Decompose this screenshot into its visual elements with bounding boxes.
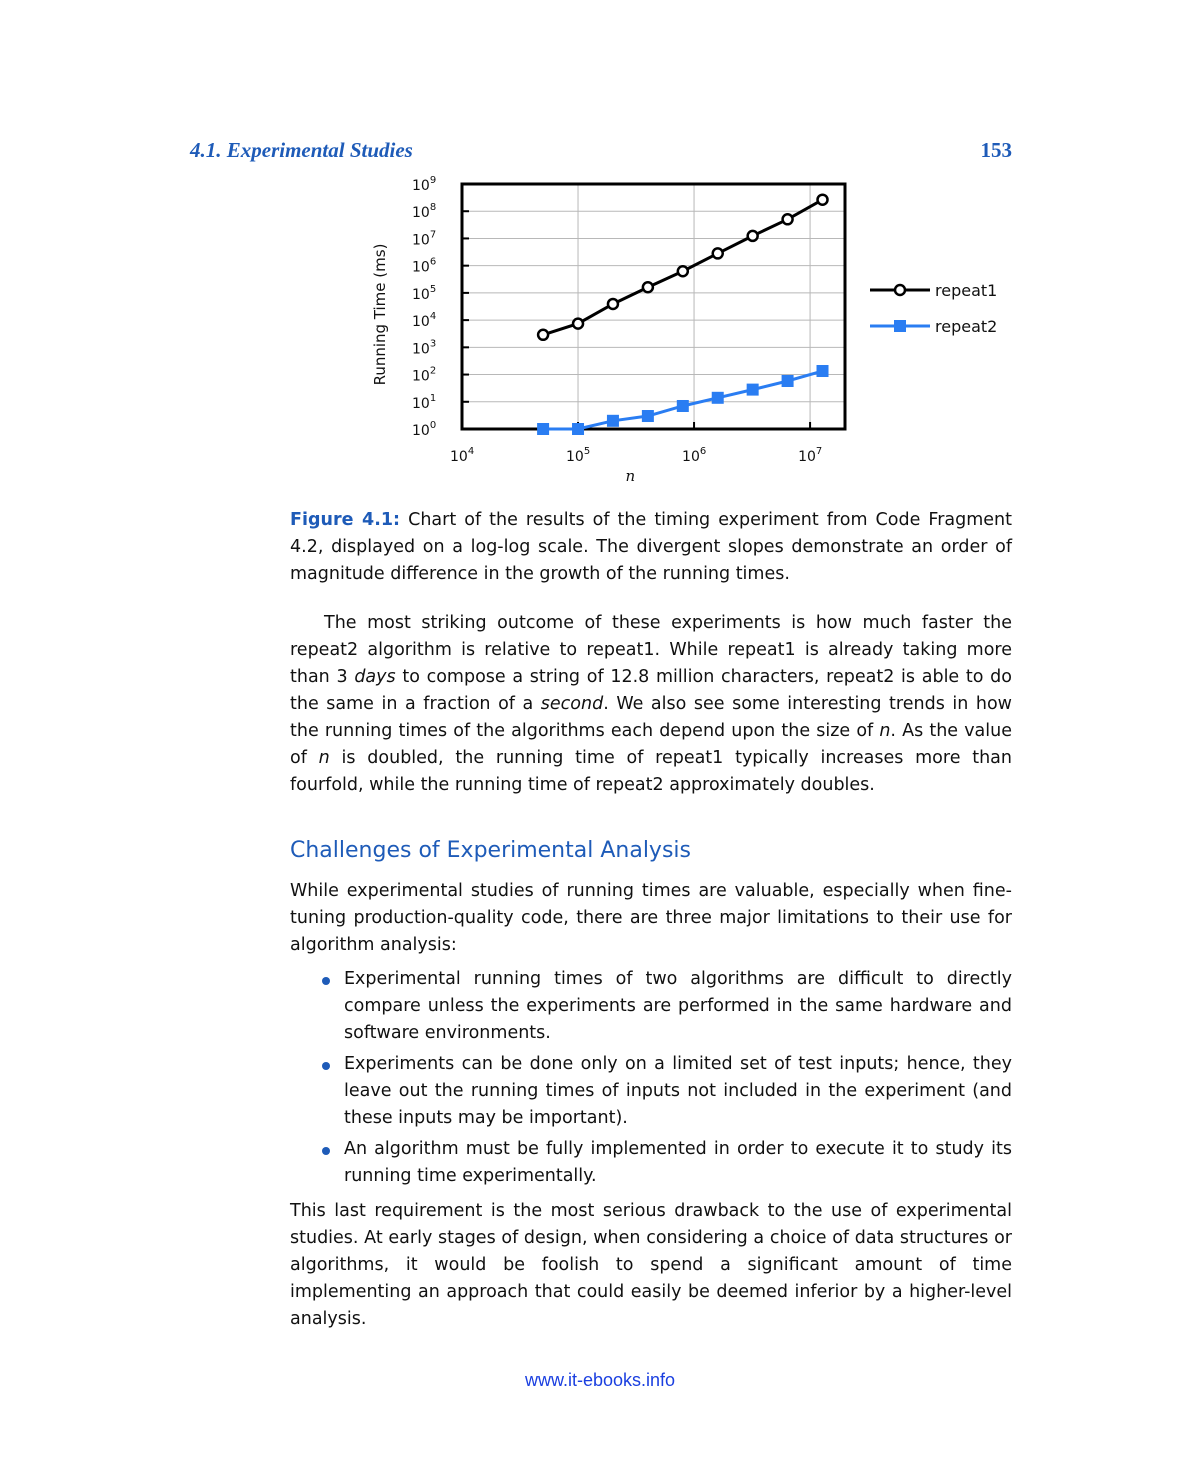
data-point-repeat2 [747, 384, 759, 396]
list-item-text: An algorithm must be fully implemented in order to execute it to study its running time experimentally. [344, 1139, 1012, 1186]
x-axis-label: n [625, 467, 636, 485]
figure-caption [290, 507, 1012, 588]
page-number: 153 [980, 138, 1012, 162]
y-tick-label: $10^7$ [412, 229, 437, 249]
y-tick-label: $10^9$ [412, 175, 437, 194]
legend-marker-repeat2 [894, 320, 906, 332]
legend-marker-repeat1 [895, 285, 905, 295]
data-point-repeat1 [608, 299, 618, 309]
page-header [190, 138, 1012, 166]
data-point-repeat1 [678, 266, 688, 276]
data-point-repeat1 [783, 214, 793, 224]
p1-emph-second: second [540, 694, 604, 714]
y-tick-label: $10^5$ [412, 283, 437, 303]
p1-text-5: is doubled, the running time of repeat1 typically increases more than fourfold, while the running time of repeat2 approximately doubles. [290, 748, 1013, 795]
data-point-repeat1 [573, 319, 583, 329]
limitations-list [290, 966, 1012, 1194]
data-point-repeat2 [537, 423, 549, 435]
y-tick-label: $10^0$ [412, 420, 437, 439]
figure-label: Figure 4.1: [290, 510, 401, 530]
data-point-repeat2 [712, 392, 724, 404]
bullet-icon [322, 1147, 330, 1155]
data-point-repeat2 [607, 415, 619, 427]
bullet-icon [322, 977, 330, 985]
p1-text-4: . As the value of [290, 721, 1012, 768]
y-tick-label: $10^3$ [412, 338, 437, 358]
data-point-repeat1 [713, 248, 723, 258]
paragraph-3: This last requirement is the most serious drawback to the use of experimental studies. At early stages of design, when considering a choice of data structures or algorithms, it would be foolish to spend a significant amount of time implementing an approach that could easily be deemed inferior by a higher-level analysis. [290, 1201, 1012, 1329]
data-point-repeat2 [782, 375, 794, 387]
data-point-repeat1 [748, 231, 758, 241]
data-point-repeat2 [817, 365, 829, 377]
p1-emph-n: n [879, 721, 891, 741]
p1-emph-n-2: n [318, 748, 330, 768]
p1-text-2: to compose a string of 12.8 million characters, repeat2 is able to do the same in a fraction of a [290, 667, 1012, 714]
x-tick-label: $10^5$ [566, 446, 591, 465]
figure-chart [355, 170, 1015, 500]
list-item-text: Experiments can be done only on a limited set of test inputs; hence, they leave out the running times of inputs not included in the experiment (and these inputs may be important). [344, 1054, 1012, 1128]
list-item [290, 1051, 1012, 1132]
p1-text-3: . We also see some interesting trends in how the running times of the algorithms each depend upon the size of [290, 694, 1012, 741]
legend-label-repeat1: repeat1 [935, 281, 998, 300]
paragraph-1 [290, 610, 1012, 799]
p1-text-1: The most striking outcome of these experiments is how much faster the repeat2 algorithm is relative to repeat1. While repeat1 is already taking more than 3 [290, 613, 1012, 687]
y-tick-label: $10^2$ [412, 365, 437, 385]
data-point-repeat1 [643, 282, 653, 292]
paragraph-2: While experimental studies of running times are valuable, especially when fine-tuning production-quality code, there are three major limitations to their use for algorithm analysis: [290, 881, 1012, 955]
bullet-icon [322, 1062, 330, 1070]
y-tick-label: $10^8$ [412, 202, 437, 222]
data-point-repeat2 [642, 410, 654, 422]
running-title: 4.1. Experimental Studies [190, 138, 413, 162]
x-tick-label: $10^7$ [798, 446, 823, 465]
data-point-repeat2 [677, 400, 689, 412]
y-tick-label: $10^4$ [412, 311, 437, 331]
legend-label-repeat2: repeat2 [935, 317, 998, 336]
data-point-repeat1 [538, 330, 548, 340]
x-tick-label: $10^6$ [682, 446, 707, 465]
data-point-repeat1 [818, 195, 828, 205]
list-item [290, 966, 1012, 1047]
list-item [290, 1136, 1012, 1190]
list-item-text: Experimental running times of two algorithms are difficult to directly compare unless the experiments are performed in the same hardware and software environments. [344, 969, 1012, 1043]
chart-svg [355, 170, 1015, 500]
data-point-repeat2 [572, 423, 584, 435]
caption-text: Chart of the results of the timing experiment from Code Fragment 4.2, displayed on a log-log scale. The divergent slopes demonstrate an order of magnitude difference in the growth of the running times. [290, 510, 1012, 584]
section-heading: Challenges of Experimental Analysis [290, 838, 691, 863]
y-tick-label: $10^1$ [412, 392, 437, 412]
y-tick-label: $10^6$ [412, 256, 437, 276]
footer-link[interactable]: www.it-ebooks.info [524, 1370, 676, 1390]
y-axis-label: Running Time (ms) [371, 243, 389, 386]
x-tick-label: $10^4$ [450, 446, 475, 465]
p1-emph-days: days [354, 667, 396, 687]
